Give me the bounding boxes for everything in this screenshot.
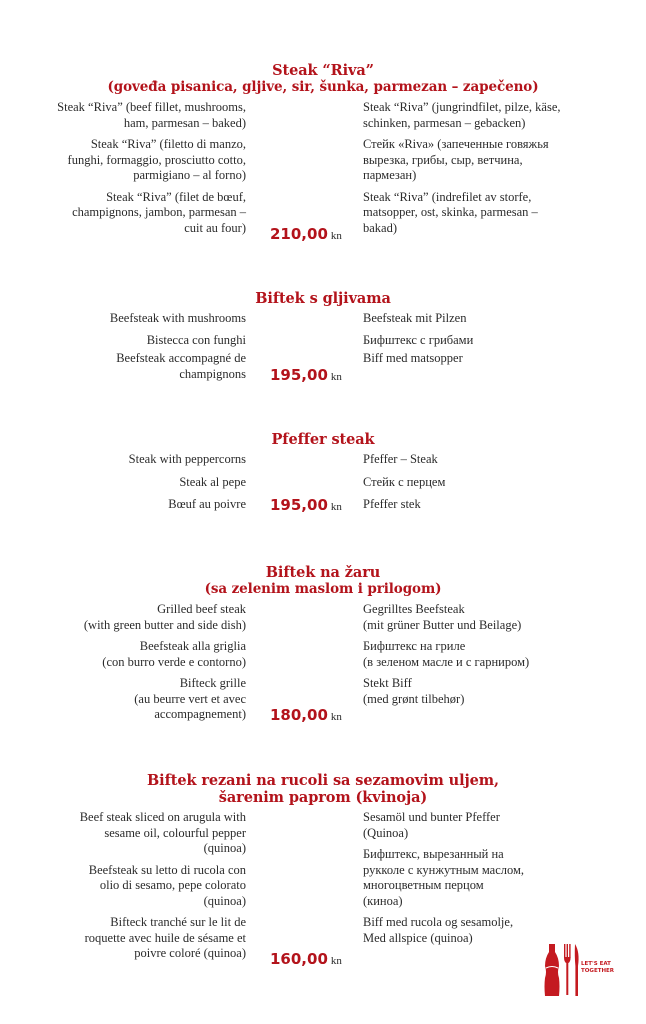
left-translations (16, 452, 246, 519)
section-title-line: Pfeffer steak (271, 431, 375, 448)
dish-name-de: Steak “Riva” (jungrindfilet, pilze, käse, schinken, parmesan – gebacken) (363, 100, 561, 130)
menu-section-biftek-s-gljivama (0, 290, 646, 391)
price (270, 225, 342, 243)
dish-name-ru: Бифштекс с грибами (363, 332, 474, 347)
dish-name-de: Gegrilltes Beefsteak (mit grüner Butter und Beilage) (363, 602, 522, 632)
dish-name-en: Grilled beef steak (with green butter and side dish) (83, 602, 246, 632)
section-title-line: Biftek na žaru (265, 564, 381, 581)
dish-name-ru: Бифштекс, вырезанный на рукколе с кунжутным маслом, многоцветным перцом (киноа) (363, 847, 525, 908)
section-subtitle-line: (sa zelenim maslom i prilogom) (204, 581, 442, 597)
dish-name-it: Beefsteak alla griglia (con burro verde e contorno) (102, 639, 246, 669)
section-title-line: Biftek rezani na rucoli sa sezamovim uljem, (147, 772, 499, 789)
section-title-line-2: šarenim paprom (kvinoja) (218, 789, 428, 806)
price-unit: kn (330, 371, 342, 383)
section-title-line: Steak “Riva” (272, 62, 374, 79)
dish-name-fr: Bœuf au poivre (168, 497, 246, 511)
dish-name-no: Biff med matsopper (363, 351, 463, 365)
logo-tagline (581, 961, 621, 975)
section-title (0, 290, 646, 307)
dish-name-de: Beefsteak mit Pilzen (363, 311, 467, 325)
section-title (0, 772, 646, 806)
dish-name-no: Biff med rucola og sesamolje, Med allspice (quinoa) (363, 915, 514, 945)
dish-name-fr: Steak “Riva” (filet de bœuf, champignons, jambon, parmesan – cuit au four) (72, 189, 246, 235)
dish-name-it: Steak al pepe (179, 474, 246, 489)
dish-name-it: Bistecca con funghi (146, 332, 246, 347)
price-unit: kn (330, 230, 342, 242)
dish-name-en: Beef steak sliced on arugula with sesame oil, colourful pepper (quinoa) (79, 810, 246, 855)
right-translations (363, 311, 603, 373)
left-translations (16, 100, 246, 242)
menu-section-biftek-rezani (0, 772, 646, 970)
section-subtitle-line: (goveđa pisanica, gljive, sir, šunka, parmezan – zapečeno) (107, 79, 539, 95)
left-translations (16, 810, 246, 968)
dish-name-it: Steak “Riva” (filetto di manzo, funghi, formaggio, prosciutto cotto, parmigiano – al forno) (67, 137, 246, 182)
price (270, 366, 342, 384)
price-value: 195,00 (270, 366, 328, 384)
section-title (0, 62, 646, 96)
menu-section-steak-riva (0, 62, 646, 243)
logo-tagline-line-1: LET'S EAT (581, 961, 611, 967)
price-unit: kn (330, 955, 342, 967)
section-title (0, 431, 646, 448)
dish-name-ru: Стейк «Riva» (запеченные говяжья вырезка, грибы, сыр, ветчина, пармезан) (363, 137, 549, 182)
right-translations (363, 452, 603, 519)
right-translations (363, 100, 603, 242)
dish-name-de: Pfeffer – Steak (363, 452, 438, 466)
section-title (0, 564, 646, 598)
price-value: 210,00 (270, 225, 328, 243)
dish-name-fr: Beefsteak accompagné de champignons (116, 351, 246, 381)
price (270, 950, 342, 968)
dish-name-fr: Bifteck grille (au beurre vert et avec accompagnement) (134, 676, 246, 721)
menu-section-biftek-na-zaru (0, 564, 646, 732)
dish-name-de: Sesamöl und bunter Pfeffer (Quinoa) (363, 810, 500, 840)
price (270, 496, 342, 514)
left-translations (16, 311, 246, 388)
price-value: 195,00 (270, 496, 328, 514)
right-translations (363, 810, 603, 952)
menu-section-pfeffer-steak (0, 431, 646, 522)
dish-name-ru: Стейк с перцем (363, 474, 446, 489)
right-translations (363, 602, 603, 713)
price-unit: kn (330, 501, 342, 513)
dish-name-it: Beefsteak su letto di rucola con olio di sesamo, pepe colorato (quinoa) (88, 862, 246, 908)
section-title-line: Biftek s gljivama (255, 290, 391, 307)
dish-name-no: Stekt Biff (med grønt tilbehør) (363, 676, 465, 706)
dish-name-no: Pfeffer stek (363, 497, 421, 511)
price (270, 706, 342, 724)
dish-name-ru: Бифштекс на гриле (в зеленом масле и с гарниром) (363, 639, 530, 669)
left-translations (16, 602, 246, 729)
logo-tagline-line-2: TOGETHER (581, 968, 615, 974)
price-value: 180,00 (270, 706, 328, 724)
dish-name-en: Steak “Riva” (beef fillet, mushrooms, ham, parmesan – baked) (57, 100, 246, 130)
dish-name-en: Beefsteak with mushrooms (109, 311, 246, 325)
price-value: 160,00 (270, 950, 328, 968)
price-unit: kn (330, 711, 342, 723)
dish-name-fr: Bifteck tranché sur le lit de roquette avec huile de sésame et poivre coloré (quinoa) (84, 915, 246, 960)
dish-name-no: Steak “Riva” (indrefilet av storfe, matsopper, ost, skinka, parmesan – bakad) (363, 189, 538, 235)
dish-name-en: Steak with peppercorns (128, 452, 246, 466)
